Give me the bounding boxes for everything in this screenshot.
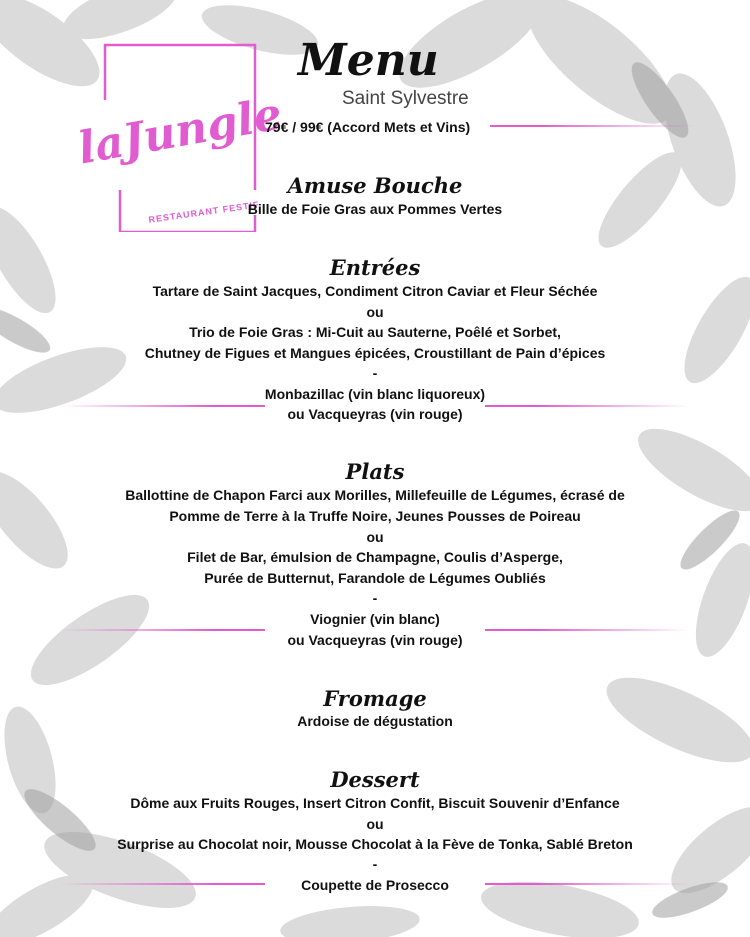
menu-title: Menu: [298, 35, 439, 86]
menu-item: Chutney de Figues et Mangues épicées, Croustillant de Pain d’épices: [144, 345, 606, 361]
menu-item: Dôme aux Fruits Rouges, Insert Citron Confit, Biscuit Souvenir d’Enfance: [130, 795, 620, 811]
section-title-plats: Plats: [345, 459, 405, 484]
wine-pairing: Coupette de Prosecco: [301, 877, 449, 893]
menu-item: Ballottine de Chapon Farci aux Morilles, Millefeuille de Légumes, écrasé de: [125, 487, 625, 503]
price-rule: [490, 125, 695, 127]
wine-pairing: Monbazillac (vin blanc liquoreux): [264, 386, 486, 402]
menu-item: ou: [366, 304, 384, 320]
section-rule-left: [60, 405, 265, 407]
menu-item: Pomme de Terre à la Truffe Noire, Jeunes Pousses de Poireau: [169, 508, 581, 524]
logo-tagline: RESTAURANT FESTIF: [147, 199, 261, 225]
menu-item: ou: [366, 816, 384, 832]
wine-pairing: ou Vacqueyras (vin rouge): [287, 632, 463, 648]
wine-pairing: Viognier (vin blanc): [310, 611, 440, 627]
menu-separator: -: [372, 365, 378, 381]
section-title-fromage: Fromage: [323, 686, 427, 711]
menu-separator: -: [372, 856, 378, 872]
menu-item: Ardoise de dégustation: [297, 713, 453, 729]
menu-item: Trio de Foie Gras : Mi-Cuit au Sauterne, Poêlé et Sorbet,: [189, 324, 561, 340]
section-rule-left: [60, 883, 265, 885]
section-rule-left: [60, 629, 265, 631]
section-rule-right: [485, 405, 690, 407]
menu-subtitle: Saint Sylvestre: [342, 88, 469, 109]
menu-item: Tartare de Saint Jacques, Condiment Citron Caviar et Fleur Séchée: [152, 283, 598, 299]
section-title-dessert: Dessert: [330, 767, 420, 792]
menu-item: Bille de Foie Gras aux Pommes Vertes: [247, 201, 503, 217]
menu-item: Purée de Butternut, Farandole de Légumes Oubliés: [204, 570, 546, 586]
menu-separator: -: [372, 590, 378, 606]
section-title-amuse-bouche: Amuse Bouche: [287, 173, 463, 198]
menu-item: Surprise au Chocolat noir, Mousse Chocolat à la Fève de Tonka, Sablé Breton: [117, 836, 633, 852]
wine-pairing: ou Vacqueyras (vin rouge): [287, 406, 463, 422]
price-line: 79€ / 99€ (Accord Mets et Vins): [265, 119, 471, 135]
menu-item: ou: [366, 529, 384, 545]
section-rule-right: [485, 883, 690, 885]
section-title-entrees: Entrées: [329, 255, 421, 280]
menu-item: Filet de Bar, émulsion de Champagne, Coulis d’Asperge,: [187, 549, 563, 565]
logo-text: laJungle: [74, 88, 286, 175]
section-rule-right: [485, 629, 690, 631]
